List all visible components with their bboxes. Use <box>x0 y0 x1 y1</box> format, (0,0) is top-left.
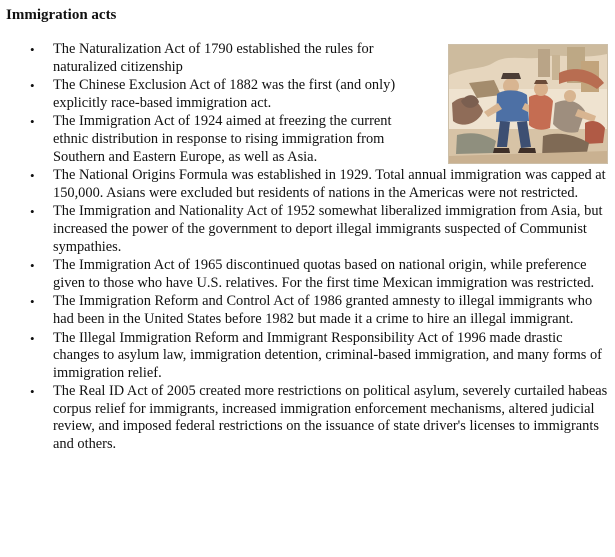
bullet-icon: • <box>30 42 35 57</box>
bullet-icon: • <box>30 258 35 274</box>
list-item-text: The Immigration Act of 1965 discontinued quotas based on national origin, while preference given to those who have U.S. relatives. For the first time Mexican immigration was restricted. <box>53 257 595 291</box>
list-item-text: The Immigration Act of 1924 aimed at freezing the current ethnic distribution in response to rising immigration from Southern and Eastern Europe, as well as Asia. <box>53 113 392 165</box>
bullet-icon: • <box>30 114 35 130</box>
immigration-acts-list <box>0 41 612 455</box>
list-item-text: The Immigration Reform and Control Act of 1986 granted amnesty to illegal immigrants who had been in the United States before 1982 but made it a crime to hire an illegal immigrant. <box>53 293 593 327</box>
bullet-icon: • <box>30 330 35 346</box>
bullet-icon: • <box>30 204 35 220</box>
list-item-text: The Immigration and Nationality Act of 1952 somewhat liberalized immigration from Asia, but increased the power of the government to deport illegal immigrants suspected of Communist sympathies. <box>53 203 603 255</box>
list-item <box>0 203 612 256</box>
page-title: Immigration acts <box>6 7 117 23</box>
list-item-text: The Real ID Act of 2005 created more restrictions on political asylum, severely curtailed habeas corpus relief for immigrants, increased immigration enforcement mechanisms, altered judicial review, and imposed federal restrictions on the issuance of state driver's licenses to immigrants and others. <box>53 383 608 453</box>
list-item <box>0 77 612 112</box>
list-item <box>0 41 612 76</box>
list-item <box>0 113 612 166</box>
bullet-icon: • <box>30 294 35 310</box>
bullet-icon: • <box>30 78 35 94</box>
list-item-text: The Illegal Immigration Reform and Immigrant Responsibility Act of 1996 made drastic changes to asylum law, immigration detention, criminal-based immigration, and many forms of immigration relief. <box>53 329 602 381</box>
list-item <box>0 257 612 292</box>
list-item <box>0 330 612 383</box>
bullet-icon: • <box>30 384 35 400</box>
bullet-icon: • <box>30 168 35 184</box>
list-item <box>0 293 612 328</box>
list-item-text: The Chinese Exclusion Act of 1882 was the first (and only) explicitly race-based immigration act. <box>53 77 396 111</box>
list-item-text: The Naturalization Act of 1790 established the rules for naturalized citizenship <box>53 41 374 75</box>
list-item-text: The National Origins Formula was established in 1929. Total annual immigration was capped at 150,000. Asians were excluded but residents of nations in the Americas were not restricted. <box>53 167 606 201</box>
list-item <box>0 383 612 453</box>
list-item <box>0 167 612 202</box>
